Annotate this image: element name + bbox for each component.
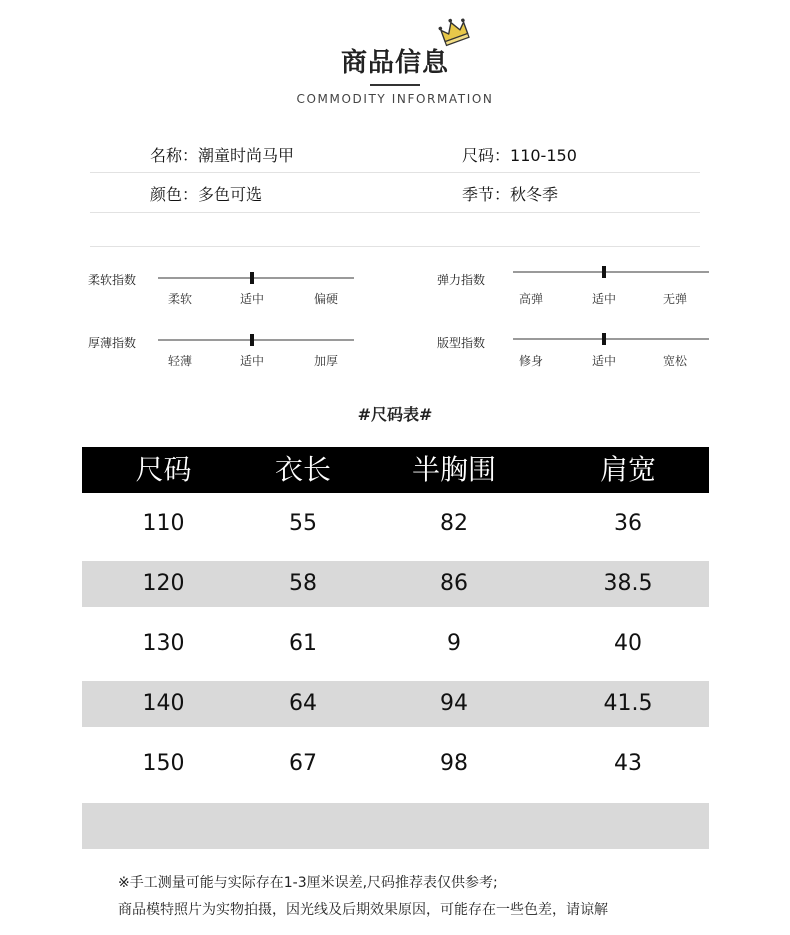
table-cell: 38.5: [603, 571, 653, 596]
softness-option: 适中: [239, 292, 264, 306]
table-cell: 67: [289, 751, 317, 776]
info-name-value: 潮童时尚马甲: [198, 146, 295, 165]
info-divider: [90, 172, 700, 173]
thickness-index-label: 厚薄指数: [88, 336, 137, 350]
thickness-option: 加厚: [313, 354, 338, 368]
info-size-value: 110-150: [510, 146, 577, 165]
measurement-note: ※手工测量可能与实际存在1-3厘米误差,尺码推荐表仅供参考;: [118, 875, 498, 891]
info-color: [150, 182, 262, 205]
table-row: [82, 621, 709, 667]
table-cell: 40: [614, 631, 642, 656]
info-color-label: 颜色：: [150, 185, 199, 204]
table-cell: 55: [289, 511, 317, 536]
info-name-label: 名称：: [150, 146, 199, 165]
table-cell: 150: [142, 751, 185, 776]
table-row: [82, 741, 709, 787]
fit-option: 修身: [518, 354, 543, 368]
table-row: [82, 561, 709, 607]
table-row: [82, 681, 709, 727]
info-season: [462, 182, 558, 205]
table-cell: 43: [614, 751, 642, 776]
elasticity-option: 无弹: [662, 292, 687, 306]
fit-option: 适中: [591, 354, 616, 368]
table-cell: 120: [142, 571, 185, 596]
table-row-empty: [82, 803, 709, 849]
table-cell: 94: [440, 691, 468, 716]
softness-index-marker: [250, 272, 254, 284]
elasticity-index-track: [513, 271, 709, 273]
header-cell-shoulder: 肩宽: [599, 453, 656, 486]
softness-option: 柔软: [167, 292, 192, 306]
size-table-header: [82, 447, 709, 493]
softness-index-label: 柔软指数: [88, 273, 137, 287]
table-cell: 140: [142, 691, 185, 716]
elasticity-index-label: 弹力指数: [437, 273, 486, 287]
fit-option: 宽松: [662, 354, 687, 368]
thickness-index-track: [158, 339, 354, 341]
table-cell: 130: [142, 631, 185, 656]
info-season-value: 秋冬季: [510, 185, 559, 204]
table-cell: 61: [289, 631, 317, 656]
elasticity-index-marker: [602, 266, 606, 278]
table-cell: 82: [440, 511, 468, 536]
table-row: [82, 501, 709, 547]
table-cell: 110: [142, 511, 185, 536]
table-cell: 64: [289, 691, 317, 716]
softness-index-track: [158, 277, 354, 279]
table-cell: 98: [440, 751, 468, 776]
fit-index-marker: [602, 333, 606, 345]
info-divider: [90, 246, 700, 247]
elasticity-option: 适中: [591, 292, 616, 306]
header-cell-half-chest: 半胸围: [411, 453, 496, 486]
size-chart-title: #尺码表#: [357, 405, 433, 424]
table-cell: 36: [614, 511, 642, 536]
fit-index-track: [513, 338, 709, 340]
softness-option: 偏硬: [313, 292, 338, 306]
thickness-option: 轻薄: [167, 354, 192, 368]
table-cell: 41.5: [603, 691, 653, 716]
thickness-option: 适中: [239, 354, 264, 368]
fit-index-label: 版型指数: [437, 336, 486, 350]
header-cell-length: 衣长: [274, 453, 331, 486]
table-cell: 9: [447, 631, 461, 656]
info-color-value: 多色可选: [198, 185, 263, 204]
table-cell: 58: [289, 571, 317, 596]
table-cell: 86: [440, 571, 468, 596]
title-divider: [370, 84, 420, 86]
thickness-index-marker: [250, 334, 254, 346]
page-title: 商品信息: [340, 48, 449, 78]
crown-icon: [437, 14, 471, 48]
info-divider: [90, 212, 700, 213]
page-subtitle: COMMODITY INFORMATION: [296, 92, 494, 106]
elasticity-option: 高弹: [518, 292, 543, 306]
info-name: [150, 143, 294, 166]
info-size-label: 尺码：: [462, 146, 511, 165]
photo-note: 商品模特照片为实物拍摄，因光线及后期效果原因，可能存在一些色差，请谅解: [118, 902, 608, 918]
header-cell-size: 尺码: [135, 453, 192, 486]
info-size: [462, 143, 577, 166]
info-season-label: 季节：: [462, 185, 511, 204]
